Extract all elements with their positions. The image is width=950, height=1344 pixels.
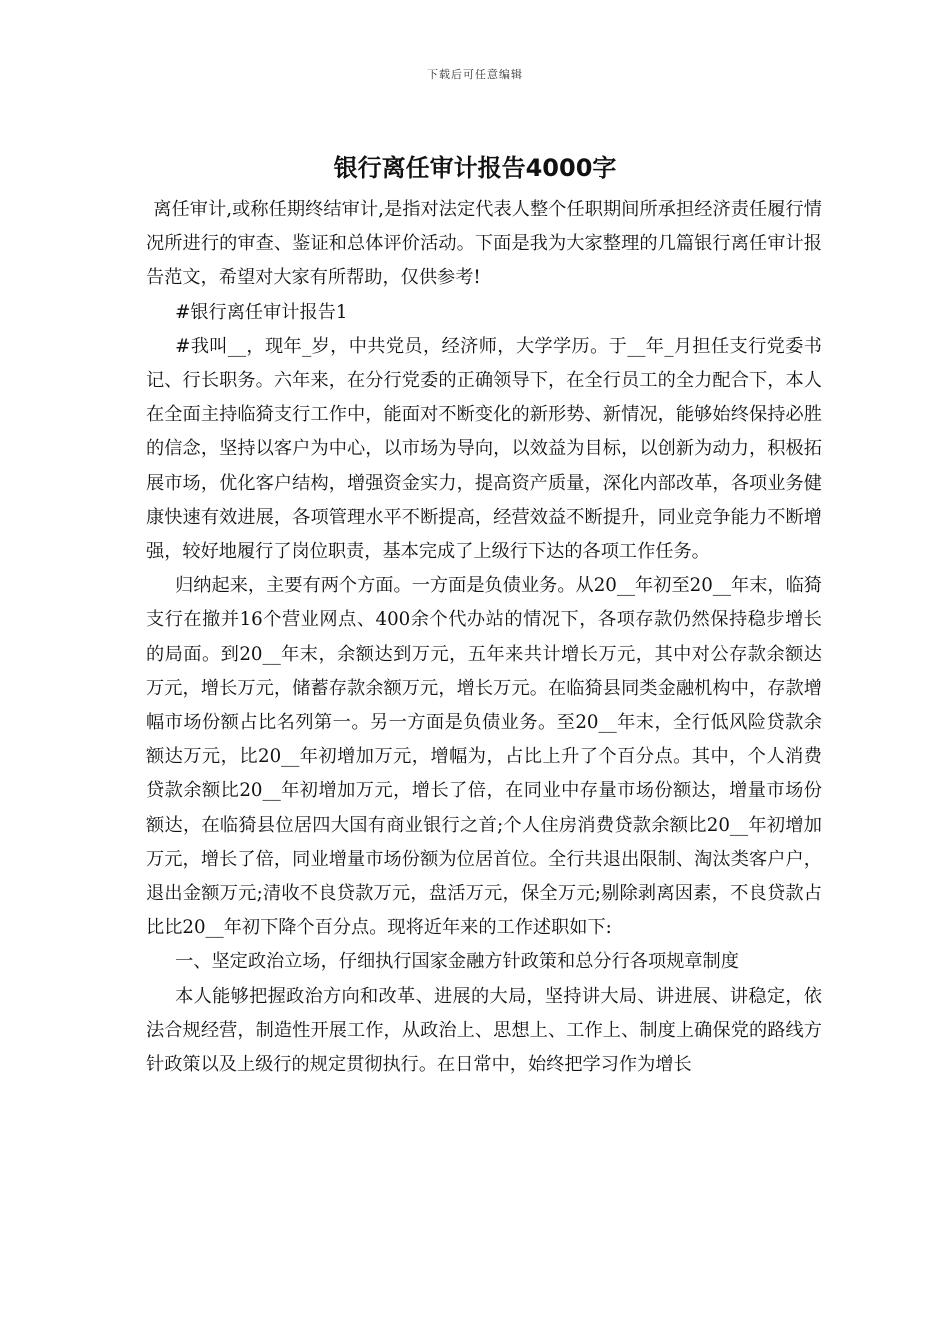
body-paragraph: 归纳起来，主要有两个方面。一方面是负债业务。从20__年初至20__年末，临猗支行在撤并16个营业网点、400余个代办站的情况下，各项存款仍然保持稳步增长的局面。到20__年末，余额达到万元，五年来共计增长万元，其中对公存款余额达万元，增长万元，储蓄存款余额万元，增长万元。在临猗县同类金融机构中，存款增幅市场份额占比名列第一。另一方面是负债业务。至20__年末，全行低风险贷款余额达万元，比20__年初增加万元，增幅为，占比上升了个百分点。其中，个人消费贷款余额比20__年初增加万元，增长了倍，在同业中存量市场份额达，增量市场份额达，在临猗县位居四大国有商业银行之首;个人住房消费贷款余额比20__年初增加万元，增长了倍，同业增量市场份额为位居首位。全行共退出限制、淘汰类客户户，退出金额万元;清收不良贷款万元，盘活万元，保全万元;剔除剥离因素，不良贷款占比比20__年初下降个百分点。现将近年来的工作述职如下: [146, 575, 822, 939]
section-heading-report-1: #银行离任审计报告1 [175, 301, 348, 323]
body-paragraph: #我叫__，现年_岁，中共党员，经济师，大学学历。于__年_月担任支行党委书记、行长职务。六年来，在分行党委的正确领导下，在全行员工的全力配合下，本人在全面主持临猗支行工作中，能面对不断变化的新形势、新情况，能够始终保持必胜的信念，坚持以客户为中心，以市场为导向，以效益为目标，以创新为动力，积极拓展市场，优化客户结构，增强资金实力，提高资产质量，深化内部改革，各项业务健康快速有效进展，各项管理水平不断提高，经营效益不断提升，同业竞争能力不断增强，较好地履行了岗位职责，基本完成了上级行下达的各项工作任务。 [146, 335, 822, 563]
document-body [146, 193, 822, 1082]
subsection-heading: 一、坚定政治立场，仔细执行国家金融方针政策和总分行各项规章制度 [175, 951, 739, 973]
body-paragraph: 本人能够把握政治方向和改革、进展的大局，坚持讲大局、讲进展、讲稳定，依法合规经营，制造性开展工作，从政治上、思想上、工作上、制度上确保党的路线方针政策以及上级行的规定贯彻执行。在日常中，始终把学习作为增长 [146, 985, 822, 1076]
page-header: 下载后可任意编辑 [427, 68, 523, 81]
document-title: 银行离任审计报告4000字 [333, 154, 617, 182]
intro-paragraph: 离任审计,或称任期终结审计,是指对法定代表人整个任职期间所承担经济责任履行情况所进行的审查、鉴证和总体评价活动。下面是我为大家整理的几篇银行离任审计报告范文，希望对大家有所帮助，仅供参考! [146, 199, 822, 289]
